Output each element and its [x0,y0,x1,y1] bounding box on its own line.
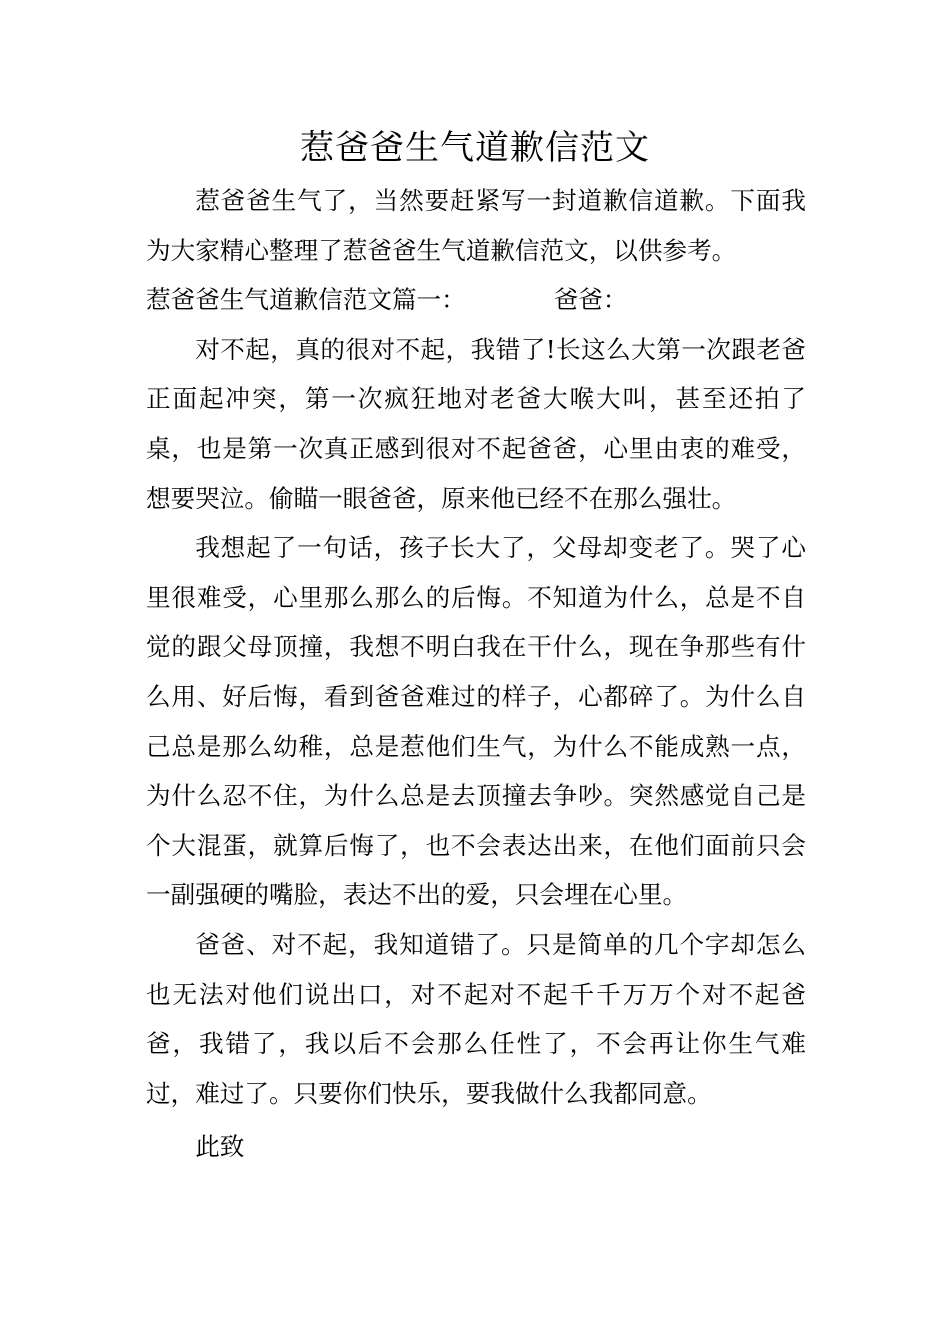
document-title: 惹爸爸生气道歉信范文 [300,128,650,168]
body-paragraph-1: 对不起，真的很对不起，我错了!长这么大第一次跟老爸正面起冲突，第一次疯狂地对老爸大喉大叫，甚至还拍了桌，也是第一次真正感到很对不起爸爸，心里由衷的难受，想要哭泣。偷瞄一眼爸爸，原来他已经不在那么强壮。 [146,334,806,513]
closing-line: 此致 [195,1132,245,1162]
body-paragraph-3: 爸爸、对不起，我知道错了。只是简单的几个字却怎么也无法对他们说出口，对不起对不起千千万万个对不起爸爸，我错了，我以后不会那么任性了，不会再让你生气难过，难过了。只要你们快乐，要我做什么我都同意。 [146,929,806,1108]
document-body [146,176,806,1172]
section-heading-line [146,275,806,325]
salutation: 爸爸： [553,285,628,315]
body-paragraph-2: 我想起了一句话，孩子长大了，父母却变老了。哭了心里很难受，心里那么那么的后悔。不知道为什么，总是不自觉的跟父母顶撞，我想不明白我在干什么，现在争那些有什么用、好后悔，看到爸爸难过的样子，心都碎了。为什么自己总是那么幼稚，总是惹他们生气，为什么不能成熟一点，为什么忍不住，为什么总是去顶撞去争吵。突然感觉自己是个大混蛋，就算后悔了，也不会表达出来，在他们面前只会一副强硬的嘴脸，表达不出的爱，只会埋在心里。 [146,533,806,910]
intro-paragraph: 惹爸爸生气了，当然要赶紧写一封道歉信道歉。下面我为大家精心整理了惹爸爸生气道歉信范文，以供参考。 [146,186,806,265]
section-heading: 惹爸爸生气道歉信范文篇一： [146,285,466,315]
